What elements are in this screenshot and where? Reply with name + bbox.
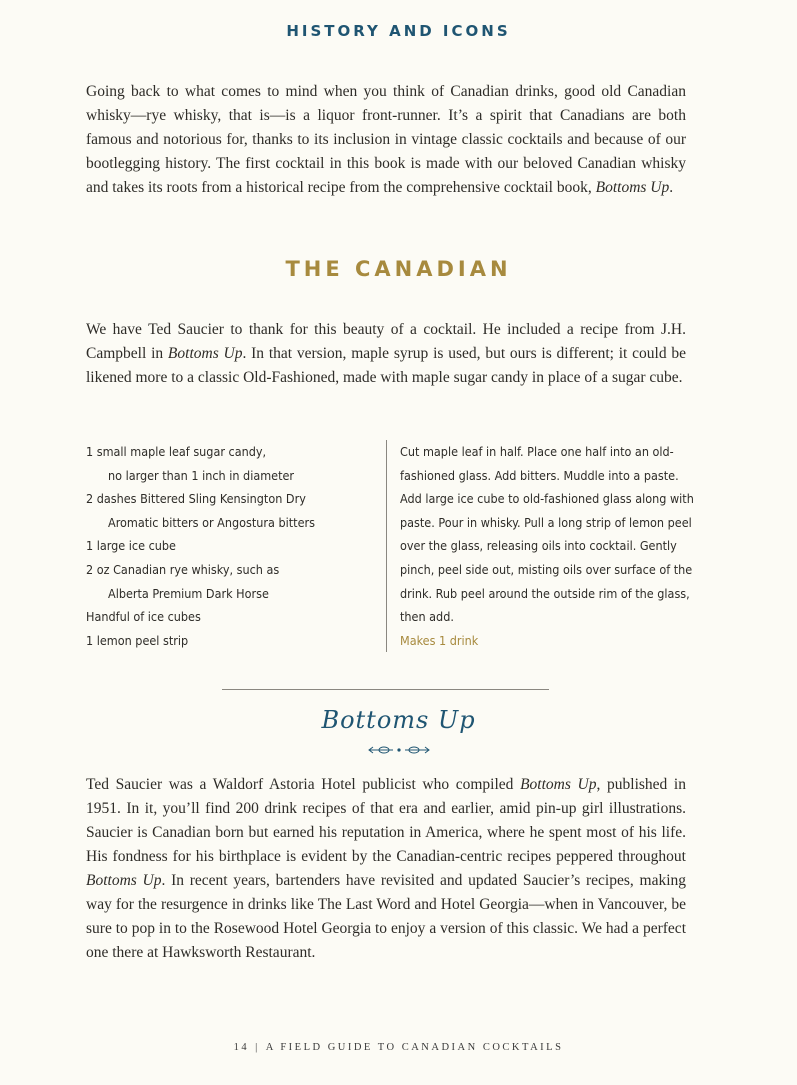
ingredient-line: 1 small maple leaf sugar candy, (86, 444, 267, 459)
footer-book-title: A FIELD GUIDE TO CANADIAN COCKTAILS (265, 1042, 564, 1053)
footer-separator: | (255, 1042, 260, 1053)
intro-text-end: . (669, 179, 674, 196)
ingredient-item (86, 534, 381, 558)
ingredient-line: Handful of ice cubes (86, 609, 201, 625)
ornament-icon (367, 744, 431, 756)
recipe-intro-text-end: . In that version, maple syrup is used, but ours is different; it could be likened more to a classic Old-Fashioned, made with maple sugar candy in place of a sugar cube. (86, 345, 686, 386)
ingredients-list (86, 440, 381, 652)
ingredient-item (86, 558, 381, 605)
recipe-intro-paragraph (86, 318, 686, 390)
ingredient-item (86, 629, 381, 653)
ingredient-line: 1 large ice cube (86, 538, 176, 554)
sidebar-book-title: Bottoms Up (520, 776, 597, 793)
section-divider (222, 689, 549, 690)
recipe-intro-book-title: Bottoms Up (167, 345, 243, 362)
column-divider (386, 440, 387, 652)
sidebar-title: Bottoms Up (321, 706, 476, 734)
sidebar-paragraph (86, 773, 686, 965)
sidebar-text: . In recent years, bartenders have revisited and updated Saucier’s recipes, making way for the resurgence in drinks like The Last Word and Hotel Georgia—when in Vancouver, be sure to pop in to the Rosewood Hotel Georgia to enjoy a version of this classic. We had a perfect one there at Hawksworth Restaurant. (86, 872, 687, 961)
recipe-yield: Makes 1 drink (400, 632, 479, 648)
sidebar-text: Ted Saucier was a Waldorf Astoria Hotel publicist who compiled (86, 776, 521, 793)
ingredient-continuation: no larger than 1 inch in diameter (108, 467, 295, 483)
intro-text: Going back to what comes to mind when you think of Canadian drinks, good old Canadian whisky—rye whisky, that is—is a liquor front-runner. It’s a spirit that Canadians are both famous and notorious for, thanks to its inclusion in vintage classic cocktails and because of our bootlegging history. The first cocktail in this book is made with our beloved Canadian whisky and takes its roots from a historical recipe from the comprehensive cocktail book, (86, 83, 686, 196)
method-paragraph (400, 440, 700, 652)
section-header: HISTORY AND ICONS (286, 22, 511, 40)
ingredient-continuation: Alberta Premium Dark Horse (108, 585, 269, 601)
page-number: 14 (233, 1042, 250, 1053)
ingredient-item (86, 605, 381, 629)
recipe-intro-text: We have Ted Saucier to thank for this beauty of a cocktail. He included a recipe from J.H. Campbell in (86, 321, 686, 362)
sidebar-book-title: Bottoms Up (86, 872, 162, 889)
intro-book-title: Bottoms Up (595, 179, 670, 196)
ingredient-line: 1 lemon peel strip (86, 632, 189, 648)
ingredient-continuation: Aromatic bitters or Angostura bitters (108, 514, 315, 530)
ingredient-line: 2 oz Canadian rye whisky, such as (86, 561, 280, 577)
page-footer (0, 1042, 797, 1053)
ingredient-item (86, 440, 381, 487)
intro-paragraph (86, 80, 686, 200)
sidebar-text: , published in 1951. In it, you’ll find 200 drink recipes of that era and earlier, amid pin-up girl illustrations. Saucier is Canadian born but earned his reputation in America, where he spent most of his life. His fondness for his birthplace is evident by the Canadian-centric recipes peppered throughout (86, 776, 686, 865)
ingredient-item (86, 487, 381, 534)
ingredient-line: 2 dashes Bittered Sling Kensington Dry (86, 491, 306, 507)
recipe-title: THE CANADIAN (285, 257, 512, 281)
method-text: Cut maple leaf in half. Place one half into an old-fashioned glass. Add bitters. Muddle into a paste. Add large ice cube to old-fashioned glass along with paste. Pour in whisky. Pull a long strip of lemon peel over the glass, releasing oils into cocktail. Gently pinch, peel side out, misting oils over surface of the drink. Rub peel around the outside rim of the glass, then add. (400, 444, 694, 625)
